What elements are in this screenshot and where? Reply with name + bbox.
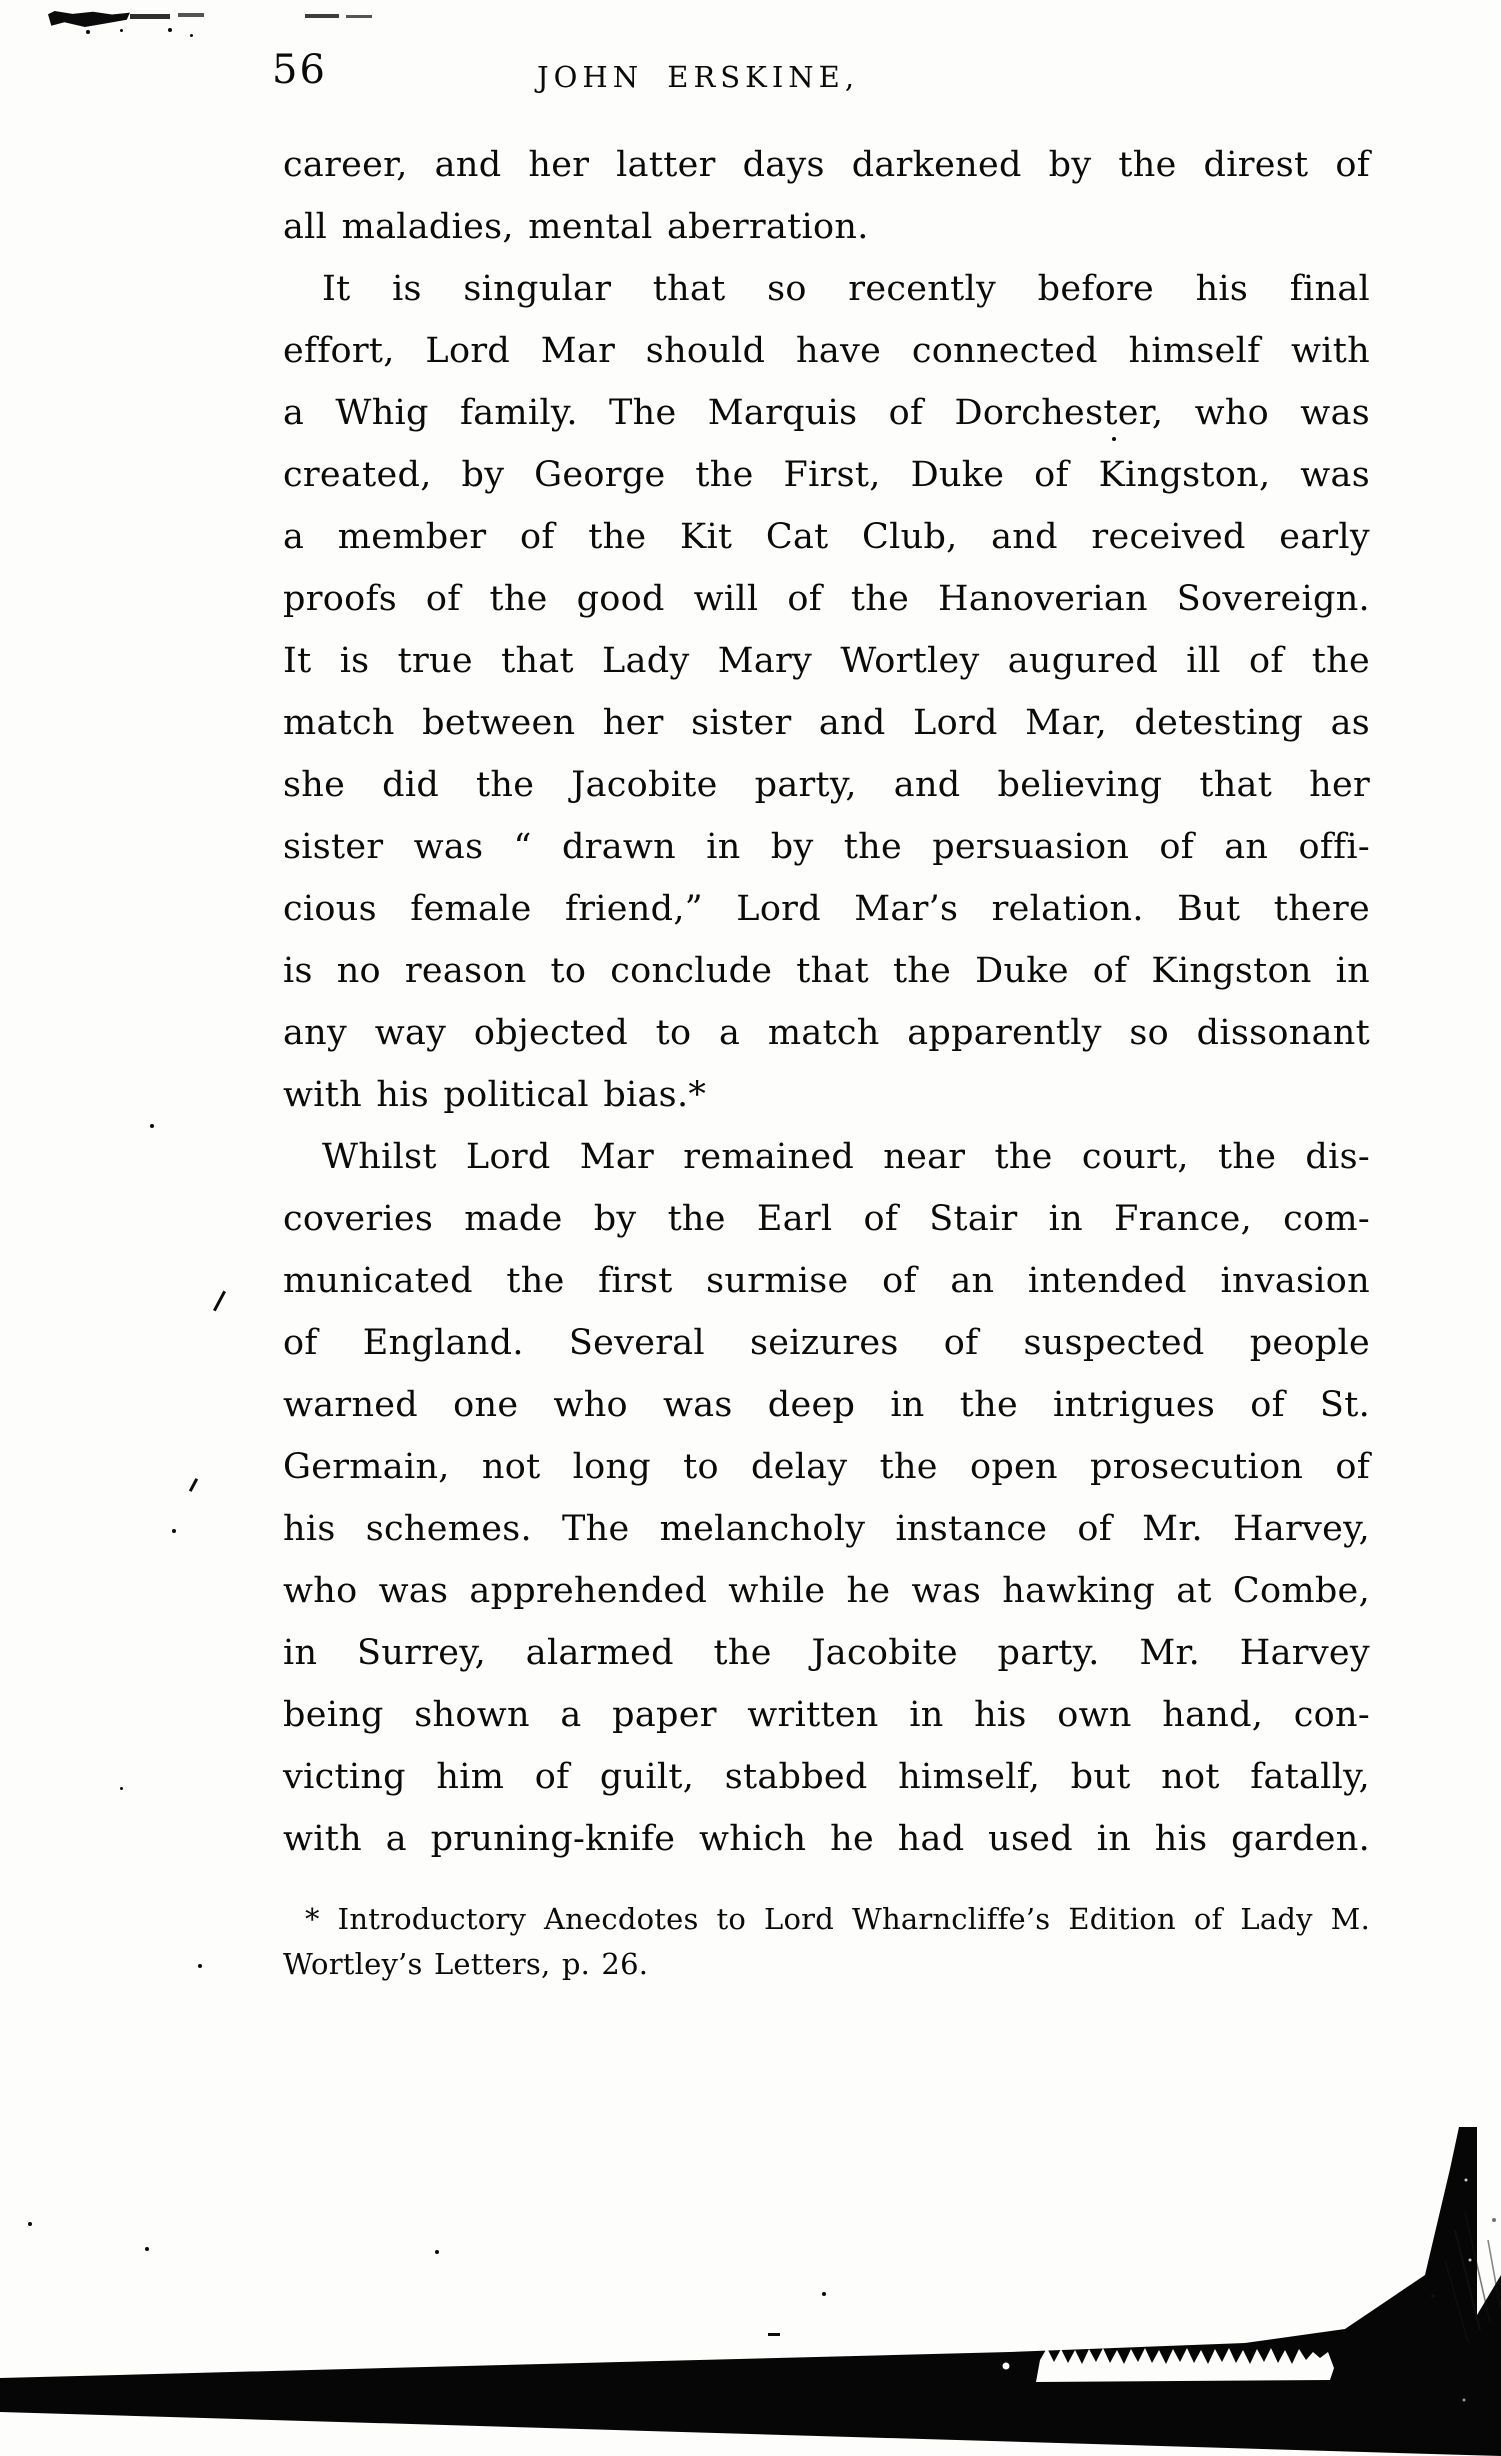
- scan-speck: [198, 1964, 202, 1968]
- scan-smudge-dash: [346, 15, 372, 18]
- running-header: JOHN ERSKINE,: [537, 60, 860, 94]
- text-line: coveries made by the Earl of Stair in France, com-: [283, 1199, 1370, 1239]
- footnote-line: * Introductory Anecdotes to Lord Wharncliffe’s Edition of Lady M.: [305, 1902, 1370, 1936]
- text-line: with his political bias.*: [283, 1075, 707, 1115]
- text-line: all maladies, mental aberration.: [283, 207, 869, 247]
- text-line: It is true that Lady Mary Wortley augured ill of the: [283, 641, 1370, 681]
- text-line: who was apprehended while he was hawking at Combe,: [283, 1571, 1370, 1611]
- scan-smudge-topleft: [48, 11, 130, 27]
- text-line: victing him of guilt, stabbed himself, but not fatally,: [283, 1757, 1370, 1797]
- text-line: Germain, not long to delay the open prosecution of: [283, 1447, 1370, 1487]
- text-line: she did the Jacobite party, and believing that her: [283, 765, 1370, 805]
- text-line: with a pruning-knife which he had used in his garden.: [283, 1819, 1370, 1859]
- scan-slash-mark: [189, 1478, 198, 1492]
- scan-speck: [120, 29, 123, 32]
- text-line: effort, Lord Mar should have connected himself with: [283, 331, 1370, 371]
- text-line: being shown a paper written in his own hand, con-: [283, 1695, 1370, 1735]
- footnote-line: Wortley’s Letters, p. 26.: [283, 1947, 649, 1981]
- text-line: municated the first surmise of an intended invasion: [283, 1261, 1370, 1301]
- text-line: a Whig family. The Marquis of Dorchester, who was: [283, 393, 1370, 433]
- scan-smudge-dash: [305, 14, 339, 18]
- scan-speck: [86, 30, 90, 34]
- scan-smudge-dash: [178, 13, 204, 17]
- text-line: created, by George the First, Duke of Kingston, was: [283, 455, 1370, 495]
- scan-speck: [1112, 437, 1116, 441]
- text-line: his schemes. The melancholy instance of Mr. Harvey,: [283, 1509, 1370, 1549]
- scan-speck: [120, 1787, 123, 1790]
- text-line: warned one who was deep in the intrigues of St.: [283, 1385, 1370, 1425]
- text-line: cious female friend,” Lord Mar’s relation. But there: [283, 889, 1370, 929]
- text-line: match between her sister and Lord Mar, detesting as: [283, 703, 1370, 743]
- scan-artifact-bottom-wedge: [0, 2100, 1501, 2456]
- scan-speck: [168, 28, 172, 32]
- scan-speck: [172, 1529, 176, 1533]
- scan-speck: [150, 1124, 154, 1128]
- text-line: sister was “ drawn in by the persuasion of an offi-: [283, 827, 1370, 867]
- text-line: of England. Several seizures of suspected people: [283, 1323, 1370, 1363]
- text-line: a member of the Kit Cat Club, and received early: [283, 517, 1370, 557]
- text-line: career, and her latter days darkened by the direst of: [283, 145, 1370, 185]
- scan-speck: [190, 34, 193, 37]
- scan-slash-mark: [213, 1291, 226, 1312]
- scan-smudge-dash: [130, 14, 170, 19]
- bottom-wedge-svg: [0, 2100, 1501, 2456]
- text-line: in Surrey, alarmed the Jacobite party. Mr. Harvey: [283, 1633, 1370, 1673]
- text-line: proofs of the good will of the Hanoverian Sovereign.: [283, 579, 1370, 619]
- text-line: Whilst Lord Mar remained near the court, the dis-: [322, 1137, 1370, 1177]
- text-line: is no reason to conclude that the Duke of Kingston in: [283, 951, 1370, 991]
- text-line: It is singular that so recently before his final: [322, 269, 1370, 309]
- text-line: any way objected to a match apparently so dissonant: [283, 1013, 1370, 1053]
- page-number: 56: [272, 47, 327, 93]
